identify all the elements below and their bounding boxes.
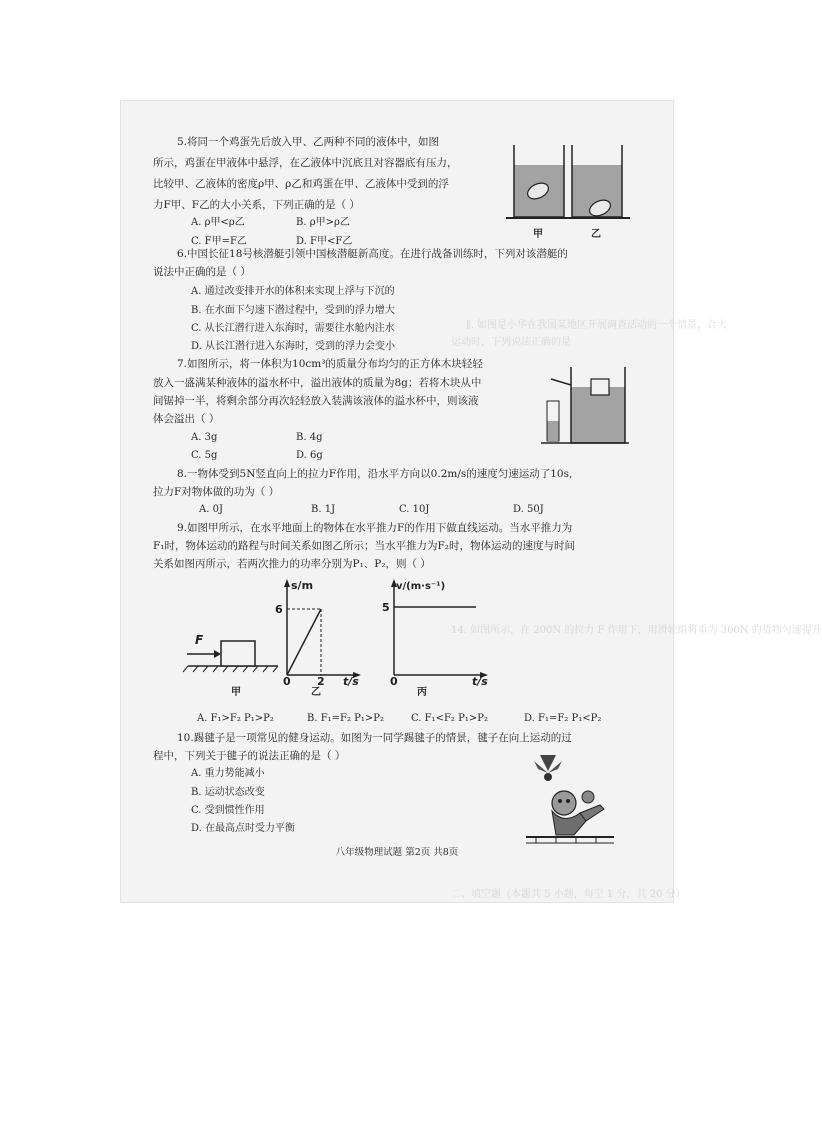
q9-line-2: F₁时，物体运动的路程与时间关系如图乙所示；当水平推力为F₂时，物体运动的速度与时间 [153, 540, 575, 552]
yi-y-tick: 6 [275, 603, 283, 616]
q9-graph-bing [376, 575, 496, 688]
q5-option-a: A. ρ甲<ρ乙 [191, 217, 245, 228]
q7-option-a: A. 3g [191, 432, 218, 443]
bing-origin: 0 [390, 675, 398, 688]
q10-option-a: A. 重力势能减小 [191, 768, 265, 779]
q5-option-b: B. ρ甲>ρ乙 [296, 217, 350, 228]
q9-line-1: 9.如图甲所示，在水平地面上的物体在水平推力F的作用下做直线运动。当水平推力为 [177, 522, 573, 534]
q7-line-4: 体会溢出（ ） [153, 413, 220, 425]
q9-option-b: B. F₁=F₂ P₁>P₂ [307, 713, 385, 724]
q8-option-a: A. 0J [199, 504, 223, 515]
q8-line-2: 拉力F对物体做的功为（ ） [153, 486, 280, 498]
q10-option-d: D. 在最高点时受力平衡 [191, 823, 296, 834]
exam-page [121, 101, 822, 902]
q9-option-c: C. F₁<F₂ P₁>P₂ [411, 713, 488, 724]
yi-x-tick: 2 [317, 675, 325, 688]
q9-option-d: D. F₁=F₂ P₁<P₂ [524, 713, 602, 724]
q6-line-1: 6.中国长征18号核潜艇引领中国核潜艇新高度。在进行战备训练时，下列对该潜艇的 [177, 248, 568, 260]
q10-line-1: 10.踢毽子是一项常见的健身运动。如图为一同学踢毽子的情景，毽子在向上运动的过 [177, 732, 572, 744]
q6-option-b: B. 在水面下匀速下潜过程中，受到的浮力增大 [191, 305, 395, 316]
q9-graph-yi [261, 575, 371, 688]
force-label: F [195, 633, 204, 647]
ghost-text: 二、填空题（本题共 5 小题，每空 1 分，共 20 分） [451, 889, 686, 900]
q5-beaker-figure [506, 141, 631, 241]
q8-option-d: D. 50J [513, 504, 544, 515]
q5-label-yi: 乙 [591, 229, 601, 240]
ghost-text: 14. 如图所示，在 200N 的拉力 F 作用下，用滑轮组将重为 300N 的货物匀速提升 [451, 625, 822, 636]
shuttlecock [534, 755, 562, 781]
q9-option-a: A. F₁>F₂ P₁>P₂ [197, 713, 274, 724]
q10-option-b: B. 运动状态改变 [191, 787, 265, 798]
spout [551, 379, 571, 385]
q5-line-3: 比较甲、乙液体的密度ρ甲、ρ乙和鸡蛋在甲、乙液体中受到的浮 [153, 178, 449, 190]
page-footer: 八年级物理试题 第2页 共8页 [335, 847, 459, 858]
q6-option-a: A. 通过改变排开水的体积来实现上浮与下沉的 [191, 286, 395, 297]
q9-caption-bing: 丙 [417, 687, 427, 698]
yi-xlabel: t/s [343, 675, 359, 688]
child-kicking [552, 791, 604, 835]
yi-origin: 0 [283, 675, 291, 688]
q5-label-jia: 甲 [533, 229, 543, 240]
yi-ylabel: s/m [291, 579, 314, 592]
q7-line-2: 放入一盛满某种液体的溢水杯中，溢出液体的质量为8g；若将木块从中 [153, 377, 482, 389]
q9-caption-jia: 甲 [231, 687, 241, 698]
q10-line-2: 程中，下列关于毽子的说法正确的是（ ） [153, 750, 346, 762]
q7-option-c: C. 5g [191, 450, 218, 461]
q6-option-c: C. 从长江潜行进入东海时，需要往水舱内注水 [191, 323, 395, 334]
q5-line-2: 所示，鸡蛋在甲液体中悬浮，在乙液体中沉底且对容器底有压力， [153, 157, 458, 169]
q7-line-1: 7.如图所示，将一体积为10cm³的质量分布均匀的正方体木块轻轻 [177, 358, 483, 370]
pushed-block [221, 641, 255, 666]
wood-block [591, 379, 609, 395]
q6-option-d: D. 从长江潜行进入东海时，受到的浮力会变小 [191, 341, 396, 352]
bing-y-tick: 5 [382, 601, 390, 614]
q8-line-1: 8.一物体受到5N竖直向上的拉力F作用，沿水平方向以0.2m/s的速度匀速运动了10s, [177, 468, 573, 480]
q7-option-b: B. 4g [296, 432, 323, 443]
s-t-line [287, 609, 321, 675]
q7-line-3: 间锯掉一半，将剩余部分再次轻轻放入装满该液体的溢水杯中，则该液 [153, 395, 479, 407]
q7-overflow-cup-figure [541, 363, 631, 447]
q5-line-1: 5.将同一个鸡蛋先后放入甲、乙两种不同的液体中，如图 [177, 136, 440, 148]
ghost-text: ∥. 如图是小华在我国某地区开展调查活动的一个情景，合大 [466, 320, 727, 331]
q5-line-4: 力F甲、F乙的大小关系，下列正确的是（ ） [153, 199, 360, 211]
q7-option-d: D. 6g [296, 450, 323, 461]
beaker-yi [572, 145, 622, 219]
q5-option-c: C. F甲=F乙 [191, 236, 247, 247]
bing-xlabel: t/s [472, 675, 488, 688]
q8-option-c: C. 10J [399, 504, 430, 515]
beaker-jia [514, 145, 564, 217]
q5-option-d: D. F甲<F乙 [296, 236, 353, 247]
q6-line-2: 说法中正确的是（ ） [153, 266, 251, 278]
ghost-text: 运动时，下列说法正确的是 [451, 337, 571, 348]
q9-line-3: 关系如图丙所示，若两次推力的功率分别为P₁、P₂，则（ ） [153, 558, 431, 570]
bing-ylabel: v/(m·s⁻¹) [396, 581, 446, 592]
q8-option-b: B. 1J [311, 504, 336, 515]
q9-caption-yi: 乙 [311, 687, 321, 698]
q10-shuttlecock-figure [526, 751, 616, 846]
q10-option-c: C. 受到惯性作用 [191, 805, 265, 816]
